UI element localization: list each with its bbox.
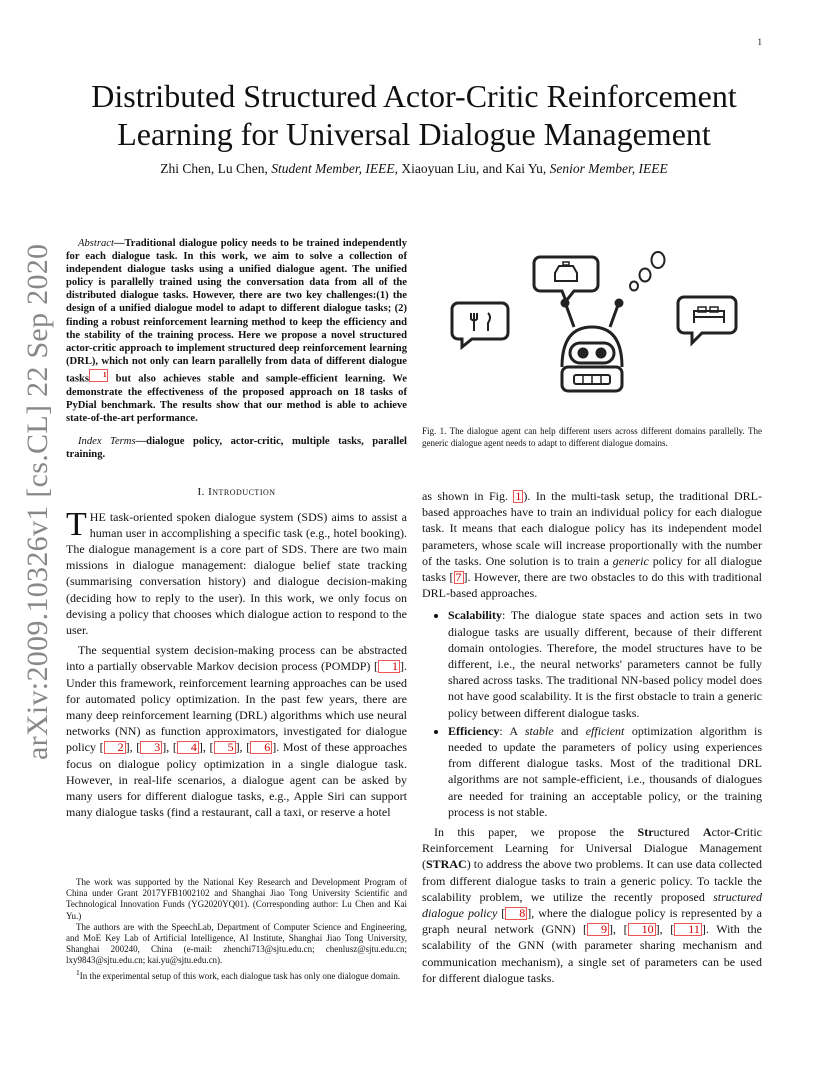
list-item-label: Efficiency <box>448 723 500 738</box>
author-names: , Xiaoyuan Liu, and Kai Yu, <box>394 161 550 176</box>
citation-link[interactable]: 2 <box>104 741 126 754</box>
list-item-label: Scalability <box>448 608 503 623</box>
paragraph-text: . With the scalability of the GNN (with parameter sharing mechanism and communication mechanism), a single set of parameters can be used for different dialogue tasks. <box>422 922 762 985</box>
list-item-text: : The dialogue state spaces and action sets in two dialogue tasks are usually different, because of their different domain ontologies. Therefore, the model structures have to be different, i.e., the neural networks' parameters cannot be fully shared across tasks. The traditional NN-based policy model does not have good scalability. It is the first obstacle to train a generic policy between different dialogue tasks. <box>448 608 762 720</box>
section-heading: I. Introduction <box>197 486 276 499</box>
citation-link[interactable]: 4 <box>177 741 199 754</box>
paragraph-text: . Under this framework, reinforcement learning approaches can be used for automated policy optimization. In the past few years, there are many deep reinforcement learning (DRL) algorithms which use neural networks (NN) as function approximators, investigated for dialogue policy <box>66 659 407 755</box>
footnote-link[interactable]: 1 <box>89 369 109 382</box>
citation-link[interactable]: 11 <box>674 923 702 936</box>
emphasis: A <box>702 825 712 840</box>
paragraph-text: HE task-oriented spoken dialogue system (SDS) aims to assist a human user in accomplishing a specific task (e.g., hotel booking). The dialogue management is a core part of SDS. There are two main missions in dialogue management: dialogue belief state tracking (summarising conversation history) and dialogue decision-making (deciding how to reply to the user). In this work, we only focus on devising a policy that chooses which dialogue action to respond to the user. <box>66 509 407 638</box>
list-item-text: : A <box>499 723 525 738</box>
paragraph-text: ritic Reinforcement Learning for Universal Dialogue Management ( <box>422 825 763 872</box>
paragraph-text <box>497 906 501 920</box>
author-names: Zhi Chen, Lu Chen, <box>160 161 272 176</box>
citation-link[interactable]: 1 <box>378 660 400 673</box>
challenge-list <box>422 607 762 820</box>
abstract-text: but also achieves stable and sample-efficient learning. We demonstrate the effectiveness of the proposed approach on 18 tasks of PyDial benchmark. The results show that our method is able to achieve state-of-the-art performance. <box>66 373 407 424</box>
left-column <box>66 237 407 820</box>
emphasis: STRAC <box>426 857 467 872</box>
page-number: 1 <box>757 37 762 47</box>
emphasis: structured dialogue policy <box>422 889 762 921</box>
emphasis: Str <box>637 825 654 840</box>
robot-icon <box>562 300 622 391</box>
figure-caption: Fig. 1. The dialogue agent can help different users across different domains parallelly. The generic dialogue agent needs to adapt to different dialogue domains. <box>422 426 762 448</box>
paragraph-text: policy for all dialogue tasks <box>422 553 762 585</box>
footnote <box>66 967 407 982</box>
list-item-text: optimization algorithm is needed to update the parameters of policy using experiences from different dialogue tasks. Most of the traditional DRL algorithms are not sample-efficient, i.e., thousands of dialogues are needed for training an acceptable policy, or the training process is not stable. <box>448 723 762 819</box>
citation-link[interactable]: 9 <box>587 923 609 936</box>
paragraph-text: The sequential system decision-making process can be abstracted into a partially observable Markov decision process (POMDP) <box>66 643 407 674</box>
list-item-text: and <box>553 723 586 738</box>
restaurant-bubble-icon <box>452 303 508 347</box>
citation-link[interactable]: 6 <box>250 741 272 754</box>
emphasis: C <box>734 825 743 840</box>
footnote-text: In the experimental setup of this work, each dialogue task has only one dialogue domain. <box>79 970 401 981</box>
paragraph-text: ) to address the above two problems. It can use data collected from different dialogue tasks to train a generic policy. To tackle the scalability problem, we utilize the recently proposed <box>422 857 762 904</box>
citation-link[interactable]: 3 <box>140 741 162 754</box>
hotel-bubble-icon <box>678 297 736 343</box>
citation-link[interactable]: 10 <box>628 923 656 936</box>
author-role: Student Member, IEEE <box>271 161 395 176</box>
figure-1 <box>422 245 762 415</box>
right-column <box>422 488 762 986</box>
paragraph: as shown in Fig. 1 ). In the multi-task setup, the traditional DRL-based approaches have to train an individual policy for each dialogue task. It means that each dialogue policy has its independent model parameters, whose scale will increase proportionally with the number of the tasks. One solution is to train a generic policy for all dialogue tasks [ 7 ]. However, there are two obstacles to do this with traditional DRL-based approaches. <box>422 489 762 601</box>
citation-link[interactable]: 5 <box>214 741 236 754</box>
abstract <box>66 237 407 425</box>
citation-link[interactable]: 7 <box>455 570 462 585</box>
emphasis: generic <box>612 553 649 568</box>
paragraph-text: . Most of these approaches focus on dialogue policy optimization in a single dialogue task. However, in real-life scenarios, a dialogue agent can be asked by many users for different dialogue tasks, e.g., Apple Siri can support many dialogue tasks (find a restaurant, call a taxi, or reserve a hotel <box>66 740 408 820</box>
figure-illustration <box>422 245 762 415</box>
paragraph: In this paper, we propose the Structured Actor-Critic Reinforcement Learning for Universal Dialogue Management (STRAC) to address the above two problems. It can use data collected from different dialogue tasks to train a generic policy. To tackle the scalability problem, we utilize the recently proposed structured dialogue policy [ 8 ], where the dialogue policy is represented by a graph neural network (GNN) [ 9 ], [ 10 ], [ 11 ]. With the scalability of the GNN (with parameter sharing mechanism and communication mechanism), a single set of parameters can be used for different dialogue tasks. <box>422 825 763 985</box>
paragraph-text: ). In the multi-task setup, the traditional DRL-based approaches have to train an individual policy for each dialogue task. It means that each dialogue policy has its independent model parameters, whose scale will increase proportionally with the number of the tasks. One solution is to train a <box>422 489 762 568</box>
figure-link[interactable]: 1 <box>515 489 522 503</box>
abstract-text: —Traditional dialogue policy needs to be trained independently for each dialogue task. In this work, we aim to solve a collection of independent dialogue tasks using a unified dialogue agent. The unified policy is parallelly trained using the conversation data from all of the distributed dialogue tasks. However, there are two key challenges:(1) the design of a unified dialogue model to adapt to different dialogue tasks; (2) finding a robust reinforcement learning method to keep the efficiency and the stability of the training process. Here we propose a novel structured actor-critic approach to implement structured deep reinforcement learning (DRL), which not only can learn parallelly from data of different dialogue tasks <box>66 238 407 385</box>
paragraph: The sequential system decision-making process can be abstracted into a partially observable Markov decision process (POMDP) [ 1 ]. Under this framework, reinforcement learning approaches can be used for automated policy optimization. In the past few years, there are many deep reinforcement learning (DRL) algorithms which use neural networks (NN) as function approximators, investigated for dialogue policy [ 2 ], [ 3 ], [ 4 ], [ 5 ], [ 6 ]. Most of these approaches focus on dialogue policy optimization in a single dialogue task. However, in real-life scenarios, a dialogue agent can be asked by many users for different dialogue tasks, e.g., Apple Siri can support many dialogue tasks (find a restaurant, call a taxi, or reserve a hotel <box>66 643 408 820</box>
emphasis: efficient <box>585 723 625 738</box>
thought-bubbles-icon <box>630 252 665 291</box>
taxi-bubble-icon <box>534 257 598 301</box>
index-terms <box>66 435 407 461</box>
paragraph-text: , where the dialogue policy is represented by a graph neural network (GNN) <box>422 906 763 937</box>
paragraph-text: uctured <box>653 825 703 840</box>
paragraph-text: , <box>613 922 624 937</box>
index-terms-text: —dialogue policy, actor-critic, multiple tasks, parallel training. <box>66 435 408 460</box>
author-role: Senior Member, IEEE <box>549 161 668 176</box>
arxiv-stamp: arXiv:2009.10326v1 [cs.CL] 22 Sep 2020 <box>21 243 54 760</box>
paragraph-text: ctor- <box>711 825 735 840</box>
footnote: The authors are with the SpeechLab, Department of Computer Science and Engineering, and MoE Key Lab of Artificial Intelligence, AI Institute, Shanghai Jiao Tong University, Shanghai 200240, China (e-mail: zhenchi713@sjtu.edu.cn; chenlusz@sjtu.edu.cn; lxy9843@sjtu.edu.cn; kai.yu@sjtu.edu.cn). <box>66 921 407 966</box>
paragraph-text: , <box>659 922 671 937</box>
paragraph-text: as shown in Fig. <box>422 489 514 503</box>
footnotes <box>66 877 407 982</box>
footnote: The work was supported by the National Key Research and Development Program of China under Grant 2017YFB1002102 and Shanghai Jiao Tong University Scientific and Technological Innovation Funds (YG2020YQ01). (Corresponding author: Lu Chen and Kai Yu.) <box>66 877 407 921</box>
citation-link[interactable]: 8 <box>505 907 527 920</box>
drop-cap: T <box>66 505 87 543</box>
paragraph <box>66 505 407 639</box>
emphasis: stable <box>524 723 554 738</box>
author-list <box>60 161 768 177</box>
abstract-label: Abstract <box>78 238 114 249</box>
paragraph-text: . However, there are two obstacles to do this with traditional DRL-based approaches. <box>422 570 762 601</box>
list-item <box>448 723 762 820</box>
paper-title: Distributed Structured Actor-Critic Reinforcement Learning for Universal Dialogue Management <box>91 78 737 152</box>
list-item <box>448 607 762 720</box>
footnote-mark: 1 <box>76 967 80 977</box>
index-terms-label: Index Terms <box>78 435 136 447</box>
paragraph-text: In this paper, we propose the <box>434 825 638 840</box>
